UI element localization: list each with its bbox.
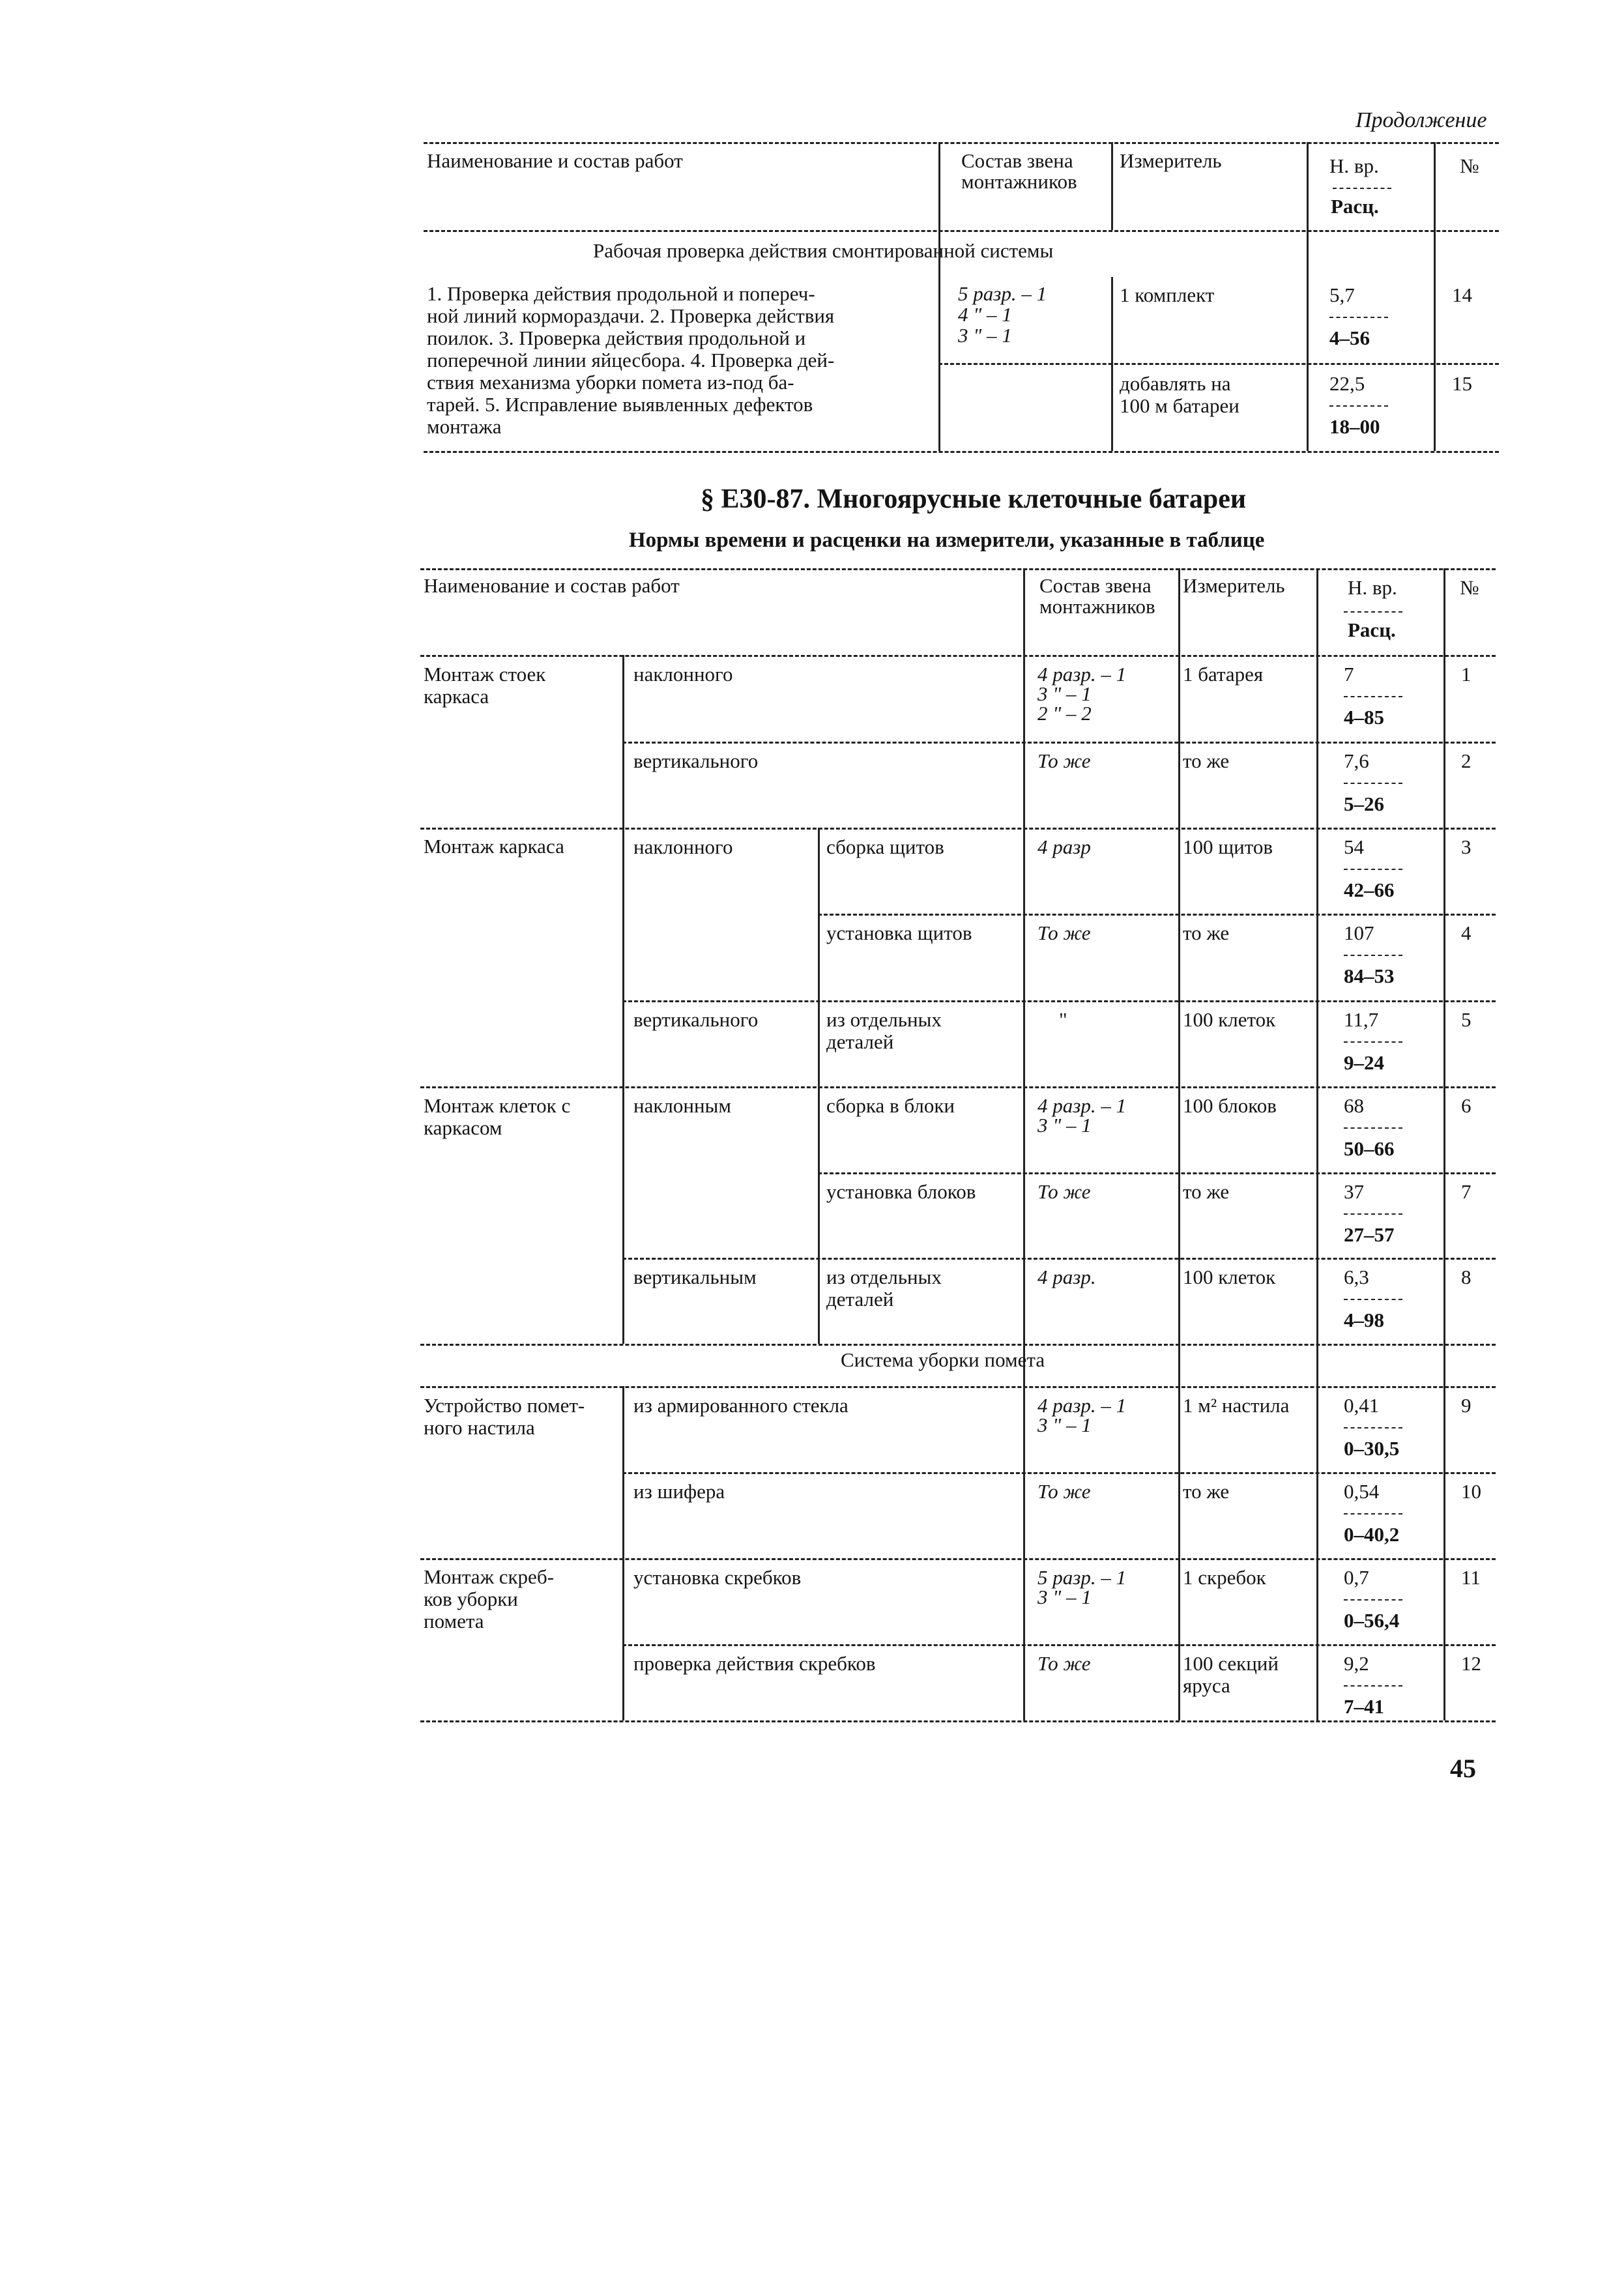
t1-rate: 18–00 — [1329, 415, 1380, 438]
fraction-line — [1344, 611, 1402, 613]
t2-crew: То же — [1037, 1180, 1091, 1203]
table-rule — [622, 1000, 1496, 1002]
t2-rate: 0–40,2 — [1344, 1523, 1400, 1546]
t2-crew: То же — [1037, 921, 1091, 944]
t1-header-name: Наименование и состав работ — [427, 149, 683, 172]
t1-work-description: ной линий кормораздачи. 2. Проверка действия — [427, 304, 835, 327]
t2-norm-time: 11,7 — [1344, 1008, 1379, 1031]
fraction-line — [1344, 1685, 1402, 1687]
t2-meter: 100 клеток — [1183, 1266, 1276, 1288]
t2-row-number: 7 — [1461, 1180, 1472, 1203]
t2-norm-time: 107 — [1344, 921, 1374, 944]
t2-group-label: каркасом — [424, 1116, 502, 1139]
t2-row-number: 8 — [1461, 1266, 1472, 1288]
t2-work-subtype: установка щитов — [826, 921, 972, 944]
t2-header-name: Наименование и состав работ — [424, 574, 680, 597]
t1-header-meter: Измеритель — [1120, 149, 1222, 172]
table-subtitle: Нормы времени и расценки на измерители, указанные в таблице — [629, 529, 1265, 552]
fraction-line — [1344, 1513, 1402, 1515]
t2-rate: 0–30,5 — [1344, 1437, 1400, 1460]
t2-norm-time: 0,7 — [1344, 1566, 1369, 1589]
t2-norm-time: 0,41 — [1344, 1394, 1380, 1417]
t1-header-crew: монтажников — [961, 170, 1077, 193]
t2-rate: 5–26 — [1344, 792, 1384, 815]
t1-header-hvr: Н. вр. — [1329, 154, 1379, 177]
t2-work-subtype: установка блоков — [826, 1180, 976, 1203]
t2-crew: 4 разр. – 1 — [1037, 1394, 1127, 1417]
table-rule — [424, 451, 1499, 453]
t1-header-rasc: Расц. — [1331, 195, 1379, 218]
table-rule — [420, 1386, 1496, 1388]
t2-work-subtype: из отдельных — [826, 1266, 942, 1288]
t1-work-description: 1. Проверка действия продольной и попереч- — [427, 282, 815, 305]
table-rule — [420, 655, 1496, 657]
table-rule — [420, 1558, 1496, 1560]
t2-norm-time: 68 — [1344, 1094, 1364, 1117]
t2-group-label: Монтаж стоек — [424, 663, 546, 686]
table-rule — [424, 230, 1499, 232]
t2-work-type: установка скребков — [633, 1566, 802, 1589]
t2-meter: яруса — [1183, 1674, 1230, 1697]
t1-crew: 4 " – 1 — [958, 303, 1012, 326]
t2-group-label: Монтаж скреб- — [424, 1565, 554, 1588]
t2-work-type: проверка действия скребков — [633, 1652, 876, 1675]
t2-rate: 4–85 — [1344, 706, 1384, 729]
t2-row-number: 6 — [1461, 1094, 1472, 1117]
t2-crew: 5 разр. – 1 — [1037, 1566, 1127, 1589]
t2-section-heading: Система уборки помета — [841, 1348, 1045, 1371]
t1-work-description: ствия механизма уборки помета из-под ба- — [427, 371, 794, 394]
t2-group-label: каркаса — [424, 685, 489, 708]
t2-work-type: из шифера — [633, 1480, 725, 1503]
t2-crew: 3 " – 1 — [1037, 1413, 1092, 1436]
t2-header-crew: Состав звена — [1039, 574, 1152, 597]
t2-rate: 27–57 — [1344, 1223, 1395, 1246]
fraction-line — [1344, 1427, 1402, 1428]
t2-row-number: 2 — [1461, 749, 1472, 772]
t2-work-subtype: из отдельных — [826, 1008, 942, 1031]
t2-rate: 9–24 — [1344, 1051, 1384, 1074]
section-title: § Е30-87. Многоярусные клеточные батареи — [701, 484, 1247, 514]
t1-work-description: поилок. 3. Проверка действия продольной и — [427, 326, 806, 349]
t2-work-type: наклонного — [633, 663, 733, 686]
t2-header-meter: Измеритель — [1183, 574, 1285, 597]
t2-crew: 4 разр. — [1037, 1266, 1096, 1288]
t2-work-subtype: сборка щитов — [826, 835, 944, 858]
table-rule — [420, 1344, 1496, 1346]
t1-row-number: 15 — [1452, 372, 1472, 395]
fraction-line — [1344, 1041, 1402, 1043]
fraction-line — [1344, 1599, 1402, 1601]
t2-norm-time: 0,54 — [1344, 1480, 1380, 1503]
t2-crew: 4 разр — [1037, 835, 1091, 858]
table-rule — [420, 1720, 1496, 1722]
t2-rate: 42–66 — [1344, 878, 1395, 901]
t1-crew: 5 разр. – 1 — [958, 282, 1047, 305]
fraction-line — [1344, 1127, 1402, 1129]
table-rule — [622, 1644, 1496, 1646]
table-rule — [420, 828, 1496, 830]
column-rule — [938, 142, 940, 451]
t2-meter: то же — [1183, 749, 1230, 772]
t2-norm-time: 9,2 — [1344, 1652, 1369, 1675]
t1-header-crew: Состав звена — [961, 149, 1073, 172]
t2-rate: 4–98 — [1344, 1309, 1384, 1331]
fraction-line — [1344, 1299, 1402, 1300]
t2-crew: То же — [1037, 1480, 1091, 1503]
t2-crew: То же — [1037, 749, 1091, 772]
column-rule — [1307, 142, 1309, 451]
t2-norm-time: 54 — [1344, 835, 1364, 858]
t2-work-type: вертикального — [633, 1008, 759, 1031]
t2-group-label: ного настила — [424, 1416, 535, 1439]
t2-work-type: вертикальным — [633, 1266, 757, 1288]
t2-crew: 3 " – 1 — [1037, 1586, 1092, 1608]
fraction-line — [1344, 1213, 1402, 1215]
column-rule — [818, 828, 820, 1344]
t2-header-crew: монтажников — [1039, 595, 1155, 618]
t2-group-label: Устройство помет- — [424, 1394, 585, 1417]
t1-meter: 1 комплект — [1120, 283, 1215, 306]
table-rule — [622, 742, 1496, 744]
t2-crew: " — [1059, 1008, 1067, 1031]
fraction-line — [1344, 696, 1402, 697]
t2-meter: 100 клеток — [1183, 1008, 1276, 1031]
t1-meter: добавлять на — [1120, 372, 1231, 395]
t2-work-type: наклонного — [633, 835, 733, 858]
t2-group-label: Монтаж каркаса — [424, 835, 564, 858]
column-rule — [1434, 142, 1436, 451]
t2-row-number: 5 — [1461, 1008, 1472, 1031]
fraction-line — [1344, 955, 1402, 956]
column-rule — [1111, 277, 1113, 451]
t2-group-label: ков уборки — [424, 1587, 518, 1610]
t2-norm-time: 7,6 — [1344, 749, 1369, 772]
t2-meter: то же — [1183, 1180, 1230, 1203]
t2-crew: 4 разр. – 1 — [1037, 1094, 1127, 1117]
t2-rate: 50–66 — [1344, 1137, 1395, 1160]
t1-work-description: монтажа — [427, 415, 502, 438]
t2-rate: 7–41 — [1344, 1695, 1384, 1718]
t1-norm-time: 22,5 — [1329, 372, 1365, 395]
t1-crew: 3 " – 1 — [958, 324, 1012, 347]
continuation-label: Продолжение — [1356, 108, 1487, 132]
fraction-line — [1344, 783, 1402, 784]
t2-meter: 1 батарея — [1183, 663, 1264, 686]
t2-rate: 84–53 — [1344, 964, 1395, 987]
t1-work-description: поперечной линии яйцесбора. 4. Проверка дей- — [427, 349, 835, 371]
t2-meter: то же — [1183, 921, 1230, 944]
t1-rate: 4–56 — [1329, 326, 1370, 349]
t2-norm-time: 7 — [1344, 663, 1354, 686]
fraction-line — [1333, 188, 1391, 189]
t2-header-num: № — [1460, 576, 1479, 599]
t2-group-label: помета — [424, 1610, 484, 1632]
table-rule — [818, 914, 1496, 916]
t1-meter: 100 м батареи — [1120, 394, 1240, 417]
table-rule — [938, 363, 1499, 365]
t2-work-type: наклонным — [633, 1094, 732, 1117]
column-rule — [1111, 142, 1113, 230]
t2-work-subtype: деталей — [826, 1288, 894, 1311]
t2-meter: 100 щитов — [1183, 835, 1273, 858]
t2-work-subtype: деталей — [826, 1030, 894, 1053]
table-rule — [818, 1172, 1496, 1174]
t2-meter: 1 скребок — [1183, 1566, 1266, 1589]
t2-row-number: 3 — [1461, 835, 1472, 858]
fraction-line — [1329, 405, 1388, 407]
t2-crew: 3 " – 1 — [1037, 682, 1092, 705]
t2-norm-time: 37 — [1344, 1180, 1364, 1203]
table-rule — [622, 1258, 1496, 1260]
t1-section-heading: Рабочая проверка действия смонтированной системы — [593, 239, 1054, 262]
t2-work-type: из армированного стекла — [633, 1394, 848, 1417]
t2-crew: 2 " – 2 — [1037, 702, 1092, 725]
t2-header-hvr: Н. вр. — [1348, 576, 1397, 599]
t2-work-type: вертикального — [633, 749, 759, 772]
t2-meter: 100 блоков — [1183, 1094, 1277, 1117]
column-rule — [622, 1386, 624, 1720]
t2-crew: 4 разр. – 1 — [1037, 663, 1127, 686]
fraction-line — [1329, 317, 1388, 318]
t2-meter: 1 м² настила — [1183, 1394, 1290, 1417]
t2-row-number: 12 — [1461, 1652, 1481, 1675]
t1-row-number: 14 — [1452, 283, 1472, 306]
t2-row-number: 11 — [1461, 1566, 1481, 1589]
t2-meter: 100 секций — [1183, 1652, 1279, 1675]
t2-norm-time: 6,3 — [1344, 1266, 1369, 1288]
t1-work-description: тарей. 5. Исправление выявленных дефектов — [427, 393, 813, 416]
table-rule — [424, 142, 1499, 144]
page-number: 45 — [1450, 1754, 1476, 1783]
fraction-line — [1344, 869, 1402, 870]
t1-header-num: № — [1460, 154, 1479, 177]
t2-row-number: 4 — [1461, 921, 1472, 944]
t2-header-rasc: Расц. — [1348, 618, 1396, 641]
t2-rate: 0–56,4 — [1344, 1609, 1400, 1632]
t2-row-number: 1 — [1461, 663, 1472, 686]
t2-row-number: 9 — [1461, 1394, 1472, 1417]
t2-group-label: Монтаж клеток с — [424, 1094, 571, 1117]
t2-crew: То же — [1037, 1652, 1091, 1675]
table-rule — [420, 568, 1496, 570]
t2-crew: 3 " – 1 — [1037, 1114, 1092, 1137]
t2-work-subtype: сборка в блоки — [826, 1094, 955, 1117]
column-rule — [622, 655, 624, 1344]
t2-meter: то же — [1183, 1480, 1230, 1503]
t1-norm-time: 5,7 — [1329, 283, 1355, 306]
table-rule — [420, 1086, 1496, 1088]
table-rule — [622, 1472, 1496, 1474]
t2-row-number: 10 — [1461, 1480, 1481, 1503]
